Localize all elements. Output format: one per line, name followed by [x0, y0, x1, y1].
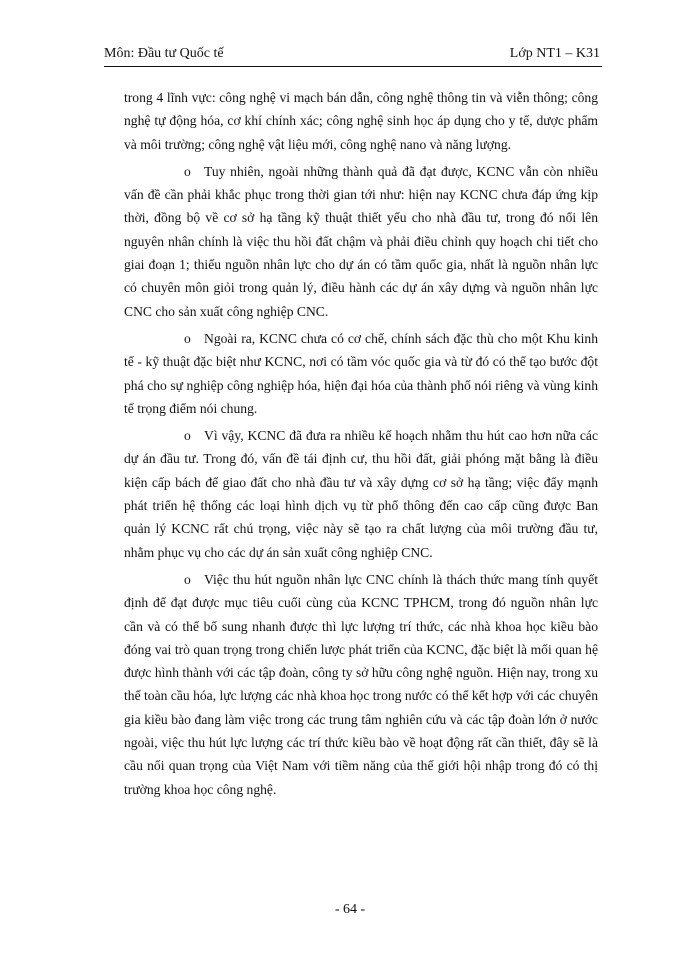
page-header — [104, 44, 600, 64]
header-class-name: Lớp NT1 – K31 — [509, 46, 600, 61]
bullet-marker: o — [184, 330, 191, 346]
bullet-marker: o — [184, 428, 191, 444]
body-text — [124, 86, 598, 805]
bullet-paragraph-3 — [124, 424, 598, 564]
bullet-text-4: Việc thu hút nguồn nhân lực CNC chính là thách thức mang tính quyết định để đạt được mục tiêu cuối cùng của KCNC TPHCM, trong đó nguồn nhân lực cần và có thể bổ sung nhanh được thì lực lượng trí thức, các nhà khoa học kiều bào đóng vai trò quan trọng trong chiến lược phát triển của KCNC, đặc biệt là mối quan hệ được hình thành với các tập đoàn, công ty sở hữu công nghệ nguồn. Hiện nay, trong xu thế toàn cầu hóa, lực lượng các nhà khoa học trong nước có thể kết hợp với các chuyên gia kiều bào đang làm việc trong các trung tâm nghiên cứu và các tập đoàn lớn ở nước ngoài, việc thu hút lực lượng các trí thức kiều bào về hoạt động rất cần thiết, đây sẽ là cầu nối quan trọng của Việt Nam với tiềm năng của thế giới hội nhập trong đó có thị trường khoa học công nghệ. — [124, 571, 598, 797]
bullet-marker: o — [184, 163, 191, 179]
bullet-text-1: Tuy nhiên, ngoài những thành quả đã đạt được, KCNC vẫn còn nhiều vấn đề cần phải khắc phục trong thời gian tới như: hiện nay KCNC chưa đáp ứng kịp thời, đồng bộ về cơ sở hạ tầng kỹ thuật thiết yếu cho nhà đầu tư, trong đó nổi lên nguyên nhân chính là việc thu hồi đất chậm và phải điều chỉnh quy hoạch chi tiết cho giai đoạn 1; thiếu nguồn nhân lực cho dự án có tầm quốc gia, nhất là nguồn nhân lực có chuyên môn giỏi trong quản lý, điều hành các dự án xây dựng và nguồn nhân lực CNC cho sản xuất công nghiệp CNC. — [124, 163, 598, 319]
bullet-paragraph-2 — [124, 327, 598, 420]
header-divider — [104, 66, 602, 67]
bullet-text-2: Ngoài ra, KCNC chưa có cơ chế, chính sách đặc thù cho một Khu kinh tế - kỹ thuật đặc biệt như KCNC, nơi có tầm vóc quốc gia và từ đó có thể tạo bước đột phá cho sự nghiệp công nghiệp hóa, hiện đại hóa của thành phố nói riêng và vùng kinh tế trọng điểm nói chung. — [124, 330, 598, 416]
bullet-marker: o — [184, 571, 191, 587]
page-number: - 64 - — [334, 902, 366, 917]
bullet-paragraph-1 — [124, 160, 598, 323]
bullet-paragraph-4 — [124, 568, 598, 801]
bullet-text-3: Vì vậy, KCNC đã đưa ra nhiều kế hoạch nhằm thu hút cao hơn nữa các dự án đầu tư. Trong đó, vấn đề tái định cư, thu hồi đất, giải phóng mặt bằng là điều kiện cấp bách để giao đất cho nhà đầu tư và xây dựng cơ sở hạ tầng; việc đẩy mạnh phát triển hệ thống các loại hình dịch vụ từ phổ thông đến cao cấp cũng được Ban quản lý KCNC rất chú trọng, việc này sẽ tạo ra chất lượng của môi trường đầu tư, nhằm phục vụ cho các dự án sản xuất công nghiệp CNC. — [124, 428, 598, 560]
header-course-title: Môn: Đầu tư Quốc tế — [104, 46, 224, 61]
intro-paragraph: trong 4 lĩnh vực: công nghệ vi mạch bán dẫn, công nghệ thông tin và viễn thông; công nghệ tự động hóa, cơ khí chính xác; công nghệ sinh học áp dụng cho y tế, dược phẩm và môi trường; công nghệ vật liệu mới, công nghệ nano và năng lượng. — [124, 90, 598, 152]
